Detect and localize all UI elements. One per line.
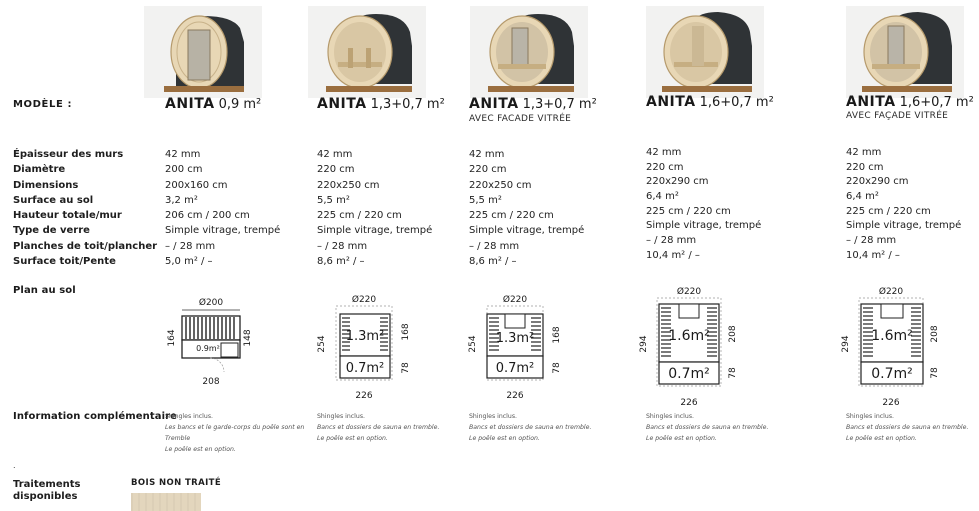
spec-value: – / 28 mm bbox=[317, 240, 368, 252]
note-line: Le poêle est en option. bbox=[317, 435, 388, 442]
info-label: Information complémentaire bbox=[13, 411, 178, 422]
plan-area-2: 0.7m² bbox=[668, 366, 710, 382]
plan-dim-left: 294 bbox=[639, 335, 649, 353]
spec-value: Simple vitrage, trempé bbox=[469, 225, 585, 237]
spec-labels bbox=[13, 147, 157, 269]
plan-dim-right: 208 bbox=[728, 325, 738, 343]
notes-column-5 bbox=[846, 411, 968, 444]
spec-value: – / 28 mm bbox=[646, 235, 697, 247]
plan-area-1: 1.6m² bbox=[668, 328, 710, 344]
plan-area-1: 1.3m² bbox=[345, 329, 385, 344]
spec-value: 3,2 m² bbox=[165, 194, 198, 206]
plan-area-2: 0.7m² bbox=[495, 361, 535, 376]
plan-dim-bottom: 208 bbox=[202, 377, 220, 387]
plan-dim-left: 254 bbox=[468, 335, 478, 353]
plan-area-2: 0.7m² bbox=[345, 361, 385, 376]
spec-label: Hauteur totale/mur bbox=[13, 210, 122, 222]
note-line: Bancs et dossiers de sauna en tremble. bbox=[846, 424, 969, 431]
spec-value: 225 cm / 220 cm bbox=[646, 205, 731, 217]
spec-value: 42 mm bbox=[846, 147, 882, 158]
plan-area-1: 1.6m² bbox=[871, 328, 913, 344]
product-photo-anita-0-9 bbox=[144, 6, 262, 98]
spec-value: 225 cm / 220 cm bbox=[846, 205, 931, 217]
barrel-sauna-icon bbox=[308, 6, 426, 98]
model-name-3: ANITA 1,3+0,7 m² bbox=[469, 96, 597, 112]
barrel-sauna-icon bbox=[846, 6, 964, 98]
model-name-2: ANITA 1,3+0,7 m² bbox=[317, 96, 445, 112]
specs-column-4 bbox=[646, 146, 761, 264]
specs-column-1 bbox=[165, 147, 280, 269]
note-line: Shingles inclus. bbox=[469, 413, 518, 420]
product-photo-anita-1-3 bbox=[308, 6, 426, 98]
spec-value: 220x250 cm bbox=[317, 179, 380, 191]
specs-column-5 bbox=[846, 146, 961, 264]
plan-dim-right: 168 bbox=[401, 323, 411, 341]
notes-column-2 bbox=[317, 411, 439, 444]
model-subtitle-5: AVEC FAÇADE VITRÉE bbox=[846, 111, 949, 121]
notes-column-1 bbox=[165, 411, 304, 455]
floor-plan-4 bbox=[639, 284, 749, 410]
spec-value: Simple vitrage, trempé bbox=[646, 220, 762, 232]
specs-column-3 bbox=[469, 147, 584, 269]
spec-value: 8,6 m² / – bbox=[317, 256, 365, 268]
plan-dim-right2: 78 bbox=[401, 362, 411, 374]
spec-value: – / 28 mm bbox=[165, 240, 216, 252]
spec-value: Simple vitrage, trempé bbox=[317, 225, 433, 237]
spec-value: – / 28 mm bbox=[846, 235, 897, 247]
bullet-dot: . bbox=[13, 461, 16, 470]
spec-label: Type de verre bbox=[13, 225, 90, 237]
plan-dim-bottom: 226 bbox=[355, 391, 373, 401]
model-name-4: ANITA 1,6+0,7 m² bbox=[646, 94, 774, 110]
plan-dim-right2: 78 bbox=[552, 362, 562, 374]
spec-value: – / 28 mm bbox=[469, 240, 520, 252]
model-name-1: ANITA 0,9 m² bbox=[165, 96, 262, 112]
plan-dim-left: 254 bbox=[317, 335, 327, 353]
plan-dim-top: Ø220 bbox=[878, 287, 904, 297]
note-line: Shingles inclus. bbox=[646, 413, 695, 420]
note-line: Bancs et dossiers de sauna en tremble. bbox=[646, 424, 769, 431]
spec-value: 220 cm bbox=[646, 161, 684, 173]
plan-dim-left: 164 bbox=[167, 329, 177, 347]
plan-area-2: 0.7m² bbox=[871, 366, 913, 382]
plan-area-1: 1.3m² bbox=[495, 331, 535, 346]
spec-value: 10,4 m² / – bbox=[846, 249, 900, 261]
spec-value: 5,5 m² bbox=[469, 194, 502, 206]
spec-value: 5,5 m² bbox=[317, 194, 350, 206]
spec-label: Diamètre bbox=[13, 164, 66, 176]
wood-swatch bbox=[131, 493, 201, 511]
spec-value: 225 cm / 220 cm bbox=[469, 210, 554, 222]
spec-value: 225 cm / 220 cm bbox=[317, 210, 402, 222]
note-line: Bancs et dossiers de sauna en tremble. bbox=[469, 424, 592, 431]
spec-value: 8,6 m² / – bbox=[469, 256, 517, 268]
plan-dim-right: 208 bbox=[930, 325, 940, 343]
plan-dim-top: Ø220 bbox=[351, 295, 377, 305]
notes-column-4 bbox=[646, 411, 768, 444]
spec-value: 10,4 m² / – bbox=[646, 249, 700, 261]
treatments-label-line: disponibles bbox=[13, 491, 78, 502]
note-line: Tremble bbox=[165, 435, 191, 442]
spec-value: 220x290 cm bbox=[846, 176, 909, 188]
spec-label: Surface toit/Pente bbox=[13, 256, 116, 268]
spec-value: 6,4 m² bbox=[846, 191, 879, 203]
note-line: Shingles inclus. bbox=[846, 413, 895, 420]
spec-value: 206 cm / 200 cm bbox=[165, 210, 250, 222]
plan-dim-bottom: 226 bbox=[506, 391, 524, 401]
spec-value: 200 cm bbox=[165, 164, 203, 176]
spec-value: 220 cm bbox=[846, 161, 884, 173]
floor-plan-5 bbox=[839, 284, 949, 410]
plan-dim-top: Ø220 bbox=[676, 287, 702, 297]
spec-value: 5,0 m² / – bbox=[165, 256, 213, 268]
note-line: Le poêle est en option. bbox=[846, 435, 917, 442]
product-photo-anita-1-3-glass bbox=[470, 6, 588, 98]
plan-dim-right2: 78 bbox=[728, 367, 738, 379]
plan-dim-right: 168 bbox=[552, 326, 562, 344]
floor-plan-1 bbox=[164, 293, 260, 389]
spec-value: 220 cm bbox=[469, 164, 507, 176]
model-label: MODÈLE : bbox=[13, 99, 73, 110]
spec-value: 200x160 cm bbox=[165, 179, 228, 191]
spec-value: 220 cm bbox=[317, 164, 355, 176]
plan-dim-left: 294 bbox=[841, 335, 851, 353]
notes-column-3 bbox=[469, 411, 591, 444]
note-line: Les bancs et le garde-corps du poêle sont en bbox=[165, 424, 305, 431]
spec-label: Planches de toit/plancher bbox=[13, 240, 158, 252]
treatments-label bbox=[13, 479, 80, 503]
spec-value: 42 mm bbox=[165, 149, 201, 160]
treatment-name: BOIS NON TRAITÉ bbox=[131, 478, 222, 488]
note-line: Shingles inclus. bbox=[165, 413, 214, 420]
spec-value: 42 mm bbox=[317, 149, 353, 160]
spec-label: Dimensions bbox=[13, 179, 79, 191]
spec-value: 6,4 m² bbox=[646, 191, 679, 203]
spec-value: 220x250 cm bbox=[469, 179, 532, 191]
spec-value: Simple vitrage, trempé bbox=[165, 225, 281, 237]
spec-value: 42 mm bbox=[469, 149, 505, 160]
treatments-label-line: Traitements bbox=[13, 479, 81, 490]
spec-value: Simple vitrage, trempé bbox=[846, 220, 962, 232]
plan-label: Plan au sol bbox=[13, 285, 76, 296]
plan-dim-bottom: 226 bbox=[882, 398, 900, 408]
model-name-5: ANITA 1,6+0,7 m² bbox=[846, 94, 974, 110]
note-line: Le poêle est en option. bbox=[646, 435, 717, 442]
floor-plan-2 bbox=[316, 292, 426, 404]
plan-dim-right: 148 bbox=[243, 329, 253, 347]
plan-dim-right2: 78 bbox=[930, 367, 940, 379]
note-line: Shingles inclus. bbox=[317, 413, 366, 420]
model-subtitle-3: AVEC FACADE VITRÉE bbox=[469, 114, 572, 124]
note-line: Le poêle est en option. bbox=[165, 446, 236, 453]
spec-value: 220x290 cm bbox=[646, 176, 709, 188]
plan-area-1: 0.9m² bbox=[196, 344, 220, 353]
note-line: Bancs et dossiers de sauna en tremble. bbox=[317, 424, 440, 431]
plan-dim-top: Ø220 bbox=[502, 295, 528, 305]
product-photo-anita-1-6 bbox=[646, 6, 764, 98]
barrel-sauna-icon bbox=[470, 6, 588, 98]
spec-value: 42 mm bbox=[646, 147, 682, 158]
spec-label: Épaisseur des murs bbox=[13, 149, 124, 160]
plan-dim-bottom: 226 bbox=[680, 398, 698, 408]
note-line: Le poêle est en option. bbox=[469, 435, 540, 442]
barrel-sauna-icon bbox=[646, 6, 764, 98]
barrel-sauna-icon bbox=[144, 6, 262, 98]
specs-column-2 bbox=[317, 147, 432, 269]
spec-label: Surface au sol bbox=[13, 194, 94, 206]
product-photo-anita-1-6-glass bbox=[846, 6, 964, 98]
plan-dim-top: Ø200 bbox=[198, 298, 224, 308]
floor-plan-3 bbox=[467, 292, 577, 404]
